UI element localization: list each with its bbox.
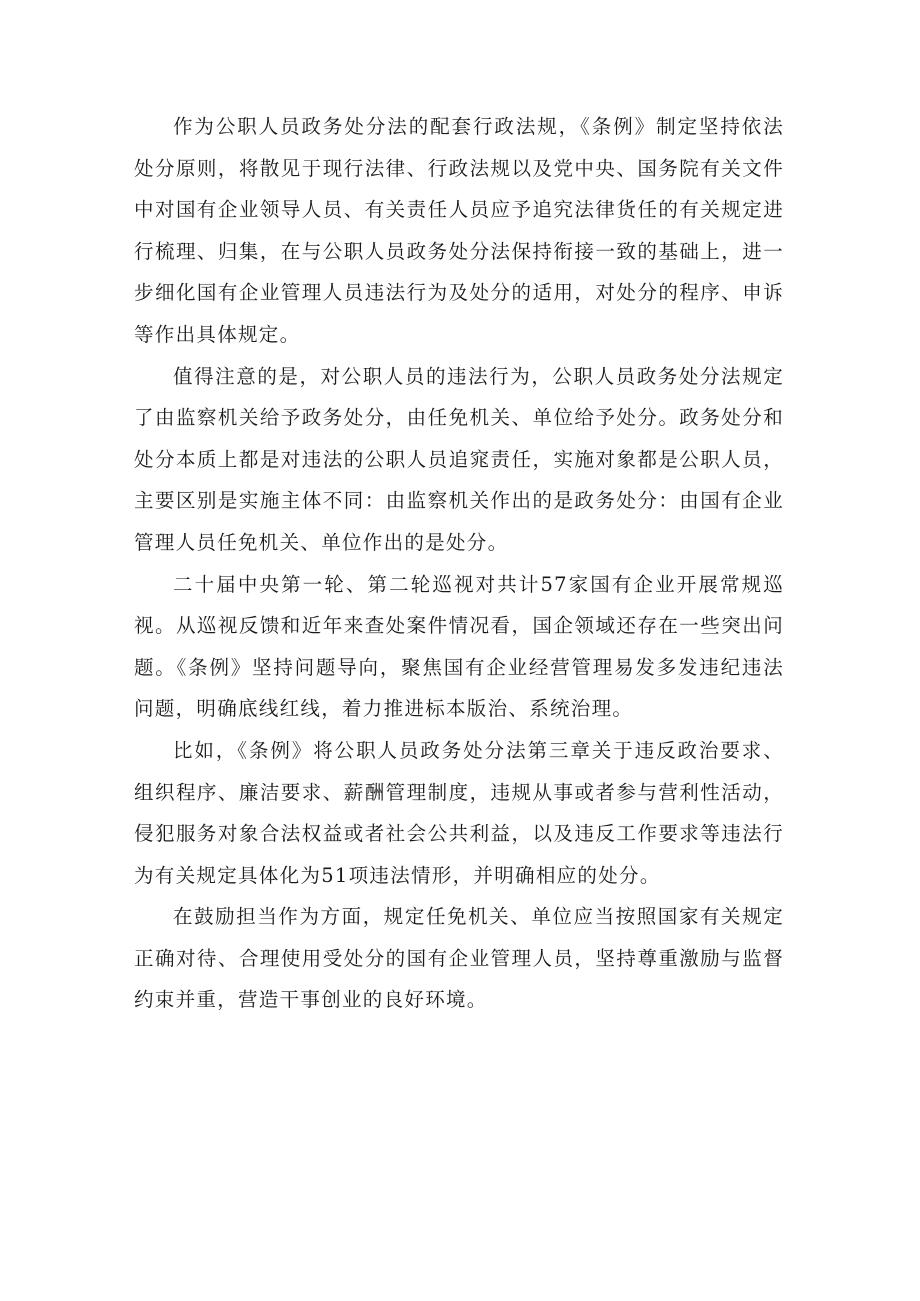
- paragraph-4: 比如，《条例》将公职人员政务处分法第三章关于违反政治要求、组织程序、廉洁要求、薪酬管理制度，违规从事或者参与营利性活动，侵犯服务对象合法权益或者社会公共利益，以及违反工作要求等违法行为有关规定具体化为51项违法情形，并明确相应的处分。: [134, 738, 784, 887]
- paragraph-5: 在鼓励担当作为方面，规定任免机关、单位应当按照国家有关规定正确对待、合理使用受处分的国有企业管理人员，坚持尊重激励与监督约束并重，营造干事创业的良好环境。: [134, 905, 784, 1012]
- paragraph-1: 作为公职人员政务处分法的配套行政法规，《条例》制定坚持依法处分原则，将散见于现行法律、行政法规以及党中央、国务院有关文件中对国有企业领导人员、有关责任人员应予追究法律货任的有关规定进行梳理、归集，在与公职人员政务处分法保持衔接一致的基础上，进一步细化国有企业管理人员违法行为及处分的适用，对处分的程序、申诉等作出具体规定。: [134, 115, 784, 346]
- paragraph-2: 值得注意的是，对公职人员的违法行为，公职人员政务处分法规定了由监察机关给予政务处分，由任免机关、单位给予处分。政务处分和处分本质上都是对违法的公职人员追窕责任，实施对象都是公职人员，主要区别是实施主体不同：由监察机关作出的是政务处分：由国有企业管理人员任免机关、单位作出的是处分。: [134, 364, 784, 554]
- article-body: [134, 106, 784, 1021]
- paragraph-3: 二十届中央第一轮、第二轮巡视对共计57家国有企业开展常规巡视。从巡视反馈和近年来查处案件情况看，国企领域还存在一些突出问题。《条例》坚持问题导向，聚焦国有企业经营管理易发多发违纪违法问题，明确底线红线，着力推进标本版治、系统治理。: [134, 572, 784, 721]
